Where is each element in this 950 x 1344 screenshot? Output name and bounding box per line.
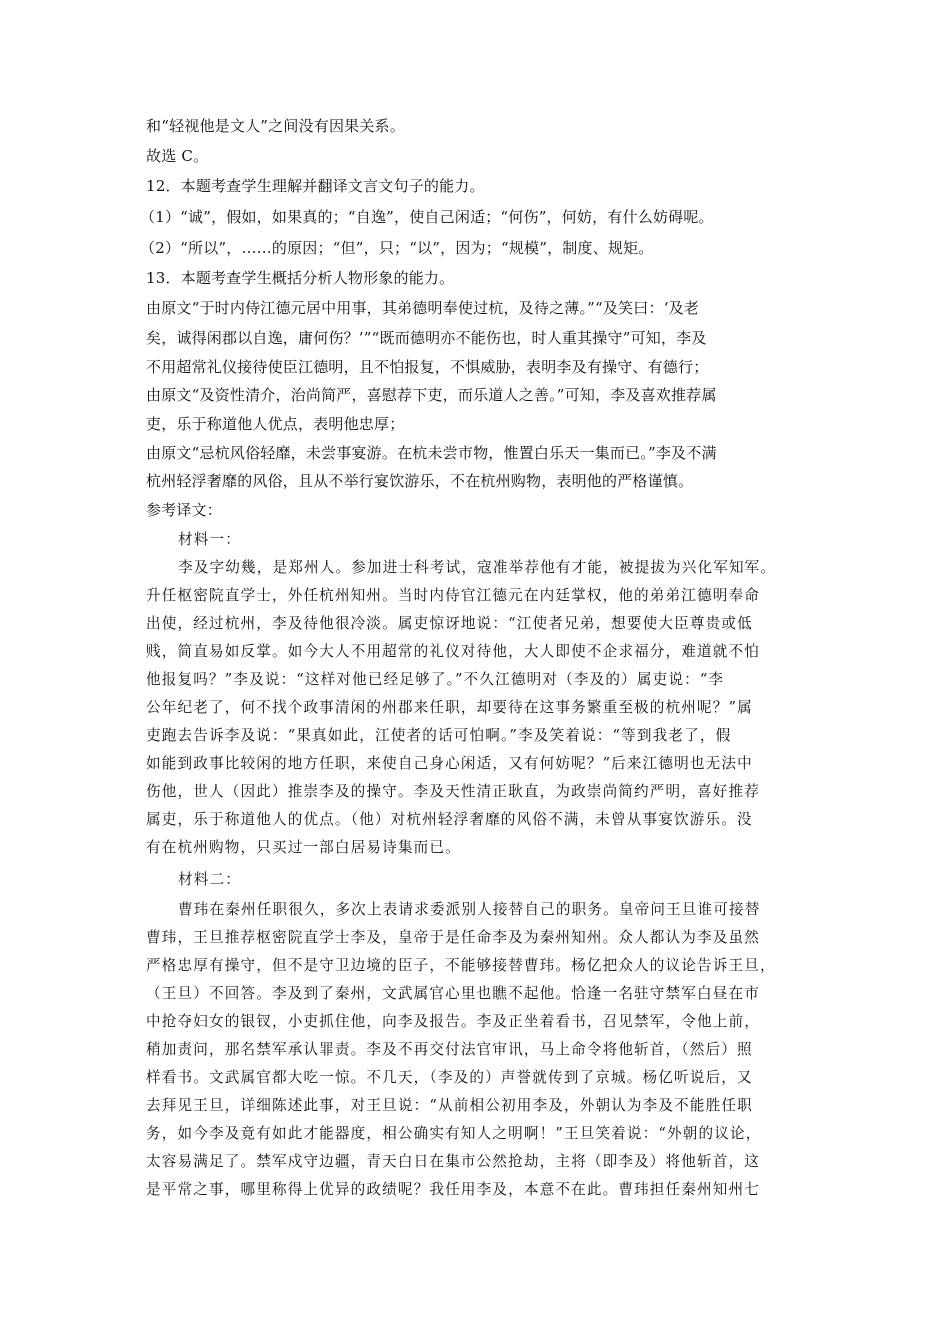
text-line: 曹玮在秦州任职很久，多次上表请求委派别人接替自己的职务。皇帝问王旦谁可接替 — [178, 901, 761, 918]
reference-translation-heading: 参考译文： — [146, 501, 223, 519]
material-one-heading: 材料一： — [178, 531, 241, 548]
question-12-heading: 12．本题考查学生理解并翻译文言文句子的能力。 — [146, 177, 485, 195]
text-line: 有在杭州购物，只买过一部白居易诗集而已。 — [146, 839, 461, 856]
text-line: 故选 C。 — [146, 147, 209, 165]
text-line: 太容易满足了。禁军戍守边疆，青天白日在集市公然抢劫，主将（即李及）将他斩首，这 — [146, 1153, 761, 1170]
text-line: 出使，经过杭州，李及待他很冷淡。属吏惊讶地说：“江使者兄弟，想要使大臣尊贵或低 — [146, 615, 753, 632]
text-line: 由原文“忌杭风俗轻靡，未尝事宴游。在杭未尝市物，惟置白乐天一集而已。”李及不满 — [146, 444, 717, 462]
text-line: 矣，诚得闲郡以自逸，庸何伤？’”“既而德明亦不能伤也，时人重其操守”可知，李及 — [146, 329, 707, 347]
text-line: 杭州轻浮奢靡的风俗，且从不举行宴饮游乐，不在杭州购物，表明他的严格谨慎。 — [146, 472, 694, 490]
text-line: （2）“所以”，……的原因；“但”，只；“以”，因为；“规模”，制度、规矩。 — [140, 239, 654, 257]
text-line: 样看书。文武属官都大吃一惊。不几天，（李及的）声誉就传到了京城。杨亿听说后，又 — [146, 1069, 753, 1086]
text-line: 属吏，乐于称道他人的优点。（他）对杭州轻浮奢靡的风俗不满，未曾从事宴饮游乐。没 — [146, 811, 753, 828]
text-line: 贱，简直易如反掌。如今大人不用超常的礼仪对待他，大人即使不企求福分，难道就不怕 — [146, 643, 761, 660]
text-line: 务，如今李及竟有如此才能器度，相公确实有知人之明啊！”王旦笑着说：“外朝的议论， — [146, 1125, 762, 1142]
text-line: 是平常之事，哪里称得上优异的政绩呢？我任用李及，本意不在此。曹玮担任秦州知州七 — [146, 1181, 761, 1198]
text-line: 不用超常礼仪接待使臣江德明，且不怕报复，不惧威胁，表明李及有操守、有德行； — [146, 358, 709, 376]
text-line: （1）“诚”，假如，如果真的；“自逸”，使自己闲适；“何伤”，何妨，有什么妨碍呢。 — [140, 208, 714, 226]
text-line: 中抢夺妇女的银钗，小吏抓住他，向李及报告。李及正坐着看书，召见禁军，令他上前， — [146, 1013, 761, 1030]
text-line: 由原文“于时内侍江德元居中用事，其弟德明奉使过杭，及待之薄。”“及笑曰：‘及老 — [146, 299, 700, 317]
text-line: 升任枢密院直学士，外任杭州知州。当时内侍官江德元在内廷掌权，他的弟弟江德明奉命 — [146, 587, 761, 604]
text-line: 公年纪老了，何不找个政事清闲的州郡来任职，却要待在这事务繁重至极的杭州呢？”属 — [146, 699, 753, 716]
text-line: 吏，乐于称道他人优点，表明他忠厚； — [146, 415, 405, 433]
text-line: 如能到政事比较闲的地方任职，来使自己身心闲适，又有何妨呢？”后来江德明也无法中 — [146, 755, 753, 772]
text-line: 稍加责问，那名禁军承认罪责。李及不再交付法官审讯，马上命令将他斩首，（然后）照 — [146, 1041, 753, 1058]
text-line: 严格忠厚有操守，但不是守卫边境的臣子，不能够接替曹玮。杨亿把众人的议论告诉王旦， — [146, 957, 776, 974]
text-line: 和“轻视他是文人”之间没有因果关系。 — [146, 117, 405, 135]
text-line: （王旦）不回答。李及到了秦州，文武属官心里也瞧不起他。恰逢一名驻守禁军白昼在市 — [146, 985, 761, 1002]
text-line: 曹玮，王旦推荐枢密院直学士李及，皇帝于是任命李及为秦州知州。众人都认为李及虽然 — [146, 929, 761, 946]
text-line: 吏跑去告诉李及说：“果真如此，江使者的话可怕啊。”李及笑着说：“等到我老了，假 — [146, 727, 732, 744]
text-line: 李及字幼幾，是郑州人。参加进士科考试，寇准举荐他有才能，被提拔为兴化军知军。 — [178, 559, 777, 576]
text-line: 他报复吗？”李及说：“这样对他已经足够了。”不久江德明对（李及的）属吏说：“李 — [146, 671, 725, 688]
question-13-heading: 13．本题考查学生概括分析人物形象的能力。 — [146, 269, 455, 287]
text-line: 去拜见王旦，详细陈述此事，对王旦说：“从前相公初用李及，外朝认为李及不能胜任职 — [146, 1097, 753, 1114]
text-line: 伤他，世人（因此）推崇李及的操守。李及天性清正耿直，为政崇尚简约严明，喜好推荐 — [146, 783, 761, 800]
material-two-heading: 材料二： — [178, 871, 241, 888]
text-line: 由原文“及资性清介，治尚简严，喜慰荐下吏，而乐道人之善。”可知，李及喜欢推荐属 — [146, 386, 717, 404]
